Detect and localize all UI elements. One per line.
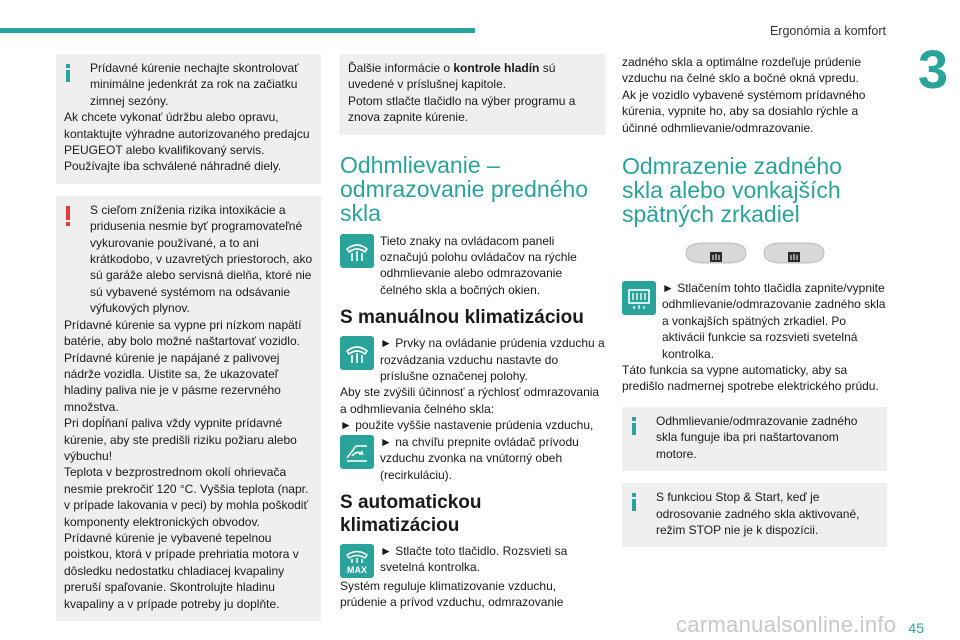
continued-text: zadného skla a optimálne rozdeľuje prúdenie vzduchu na čelné sklo a bočné okná vpredu.	[622, 55, 861, 86]
recirculation-icon	[340, 435, 374, 469]
warning-icon	[66, 206, 70, 226]
manual-step-row	[340, 335, 605, 384]
rear-defrost-text: Táto funkcia sa vypne automaticky, aby sa predišlo nadmernej spotrebe elektrického prúdu.	[622, 363, 879, 394]
note-text: Ďalšie informácie o kontrole hladín sú uvedené v príslušnej kapitole.	[348, 61, 556, 92]
manual-ac-heading: S manuálnou klimatizáciou	[340, 307, 584, 329]
max-icon-label: MAX	[347, 564, 367, 575]
info-icon	[632, 417, 636, 435]
manual-step-3: ► na chvíľu prepnite ovládač prívodu vzduchu zvonka na vnútorný obeh (recirkuláciu).	[380, 434, 579, 482]
page-number: 45	[908, 620, 924, 636]
warning-note-intoxication	[56, 196, 321, 621]
warning-text: S cieľom zníženia rizika intoxikácie a pridusenia nesmie byť programovateľné vykurovanie používané, a to ani krátkodobo, v uzavretých priestoroch, ako sú garáže alebo servisná dielňa, ktoré nie sú vybavené systémom na odsávanie výfukových plynov.	[90, 202, 313, 316]
defrost-text: Tieto znaky na ovládacom paneli označujú polohu ovládačov na rýchle odhmlievanie alebo odmrazovanie čelného skla a bočných okien.	[380, 233, 577, 297]
warning-text: Prídavné kúrenie je vybavené tepelnou poistkou, ktorá v prípade prehriatia motora v dôsledku nedostatku chladiacej kvapaliny preruší spaľovanie. Skontrolujte hladinu kvapaliny a v prípade potreby ju doplňte.	[64, 530, 299, 611]
note-text: S funkciou Stop & Start, keď je odrosovanie zadného skla aktivované, režim STOP nie je k dispozícii.	[656, 490, 860, 537]
header-accent-bar	[0, 28, 475, 33]
max-defrost-icon	[340, 544, 374, 578]
note-text: Prídavné kúrenie nechajte skontrolovať minimálne jedenkrát za rok na začiatku zimnej sezóny.	[90, 61, 299, 108]
column-2	[340, 54, 605, 611]
info-note-engine-running	[622, 407, 887, 471]
info-icon	[632, 493, 636, 511]
defrost-symbols-row	[340, 233, 605, 299]
warning-text: Prídavné kúrenie sa vypne pri nízkom napätí batérie, aby bolo možné naštartovať vozidlo.	[64, 317, 302, 349]
column-1	[56, 54, 321, 633]
warning-text: Teplota v bezprostrednom okolí ohrievača nesmie prekročiť 120 °C. Vyššia teplota (napr. v prípade lakovania v peci) by mohla poškodiť komponenty elektronických obvodov.	[64, 465, 309, 529]
rear-window-defrost-icon	[622, 281, 656, 315]
manual-step-row	[340, 434, 605, 483]
info-note-stop-start	[622, 483, 887, 547]
chapter-number: 3	[917, 40, 949, 100]
note-text: Odhmlievanie/odmrazovanie zadného skla funguje iba pri naštartovanom motore.	[656, 413, 858, 461]
mirror-left-icon	[684, 240, 748, 266]
section-title: Ergonómia a komfort	[769, 24, 886, 38]
manual-text: Aby ste zvýšili účinnosť a rýchlosť odmrazovania a odhmlievania čelného skla:	[340, 385, 600, 416]
note-bold-term: kontrole hladín	[453, 61, 540, 75]
defrost-heading: Odhmlievanie – odmrazovanie predného skla	[340, 151, 589, 226]
rear-defrost-step-row	[622, 280, 887, 362]
info-note-heater-maintenance	[56, 54, 321, 184]
auto-text: Systém reguluje klimatizovanie vzduchu, prúdenie a prívod vzduchu, odmrazovanie	[340, 578, 564, 610]
info-note-fluid-levels	[340, 54, 605, 135]
note-text: Potom stlačte tlačidlo na výber programu a znova zapnite kúrenie.	[348, 93, 576, 125]
mirror-illustration	[622, 240, 887, 266]
warning-text: Pri dopĺňaní paliva vždy vypnite prídavné kúrenie, aby ste predišli riziku požiaru alebo výbuchu!	[64, 416, 297, 463]
manual-step-1: ► Prvky na ovládanie prúdenia vzduchu a rozvádzania vzduchu nastavte do príslušne označenej polohy.	[380, 336, 605, 384]
watermark-text: carmanualsonline.info	[676, 612, 897, 637]
auto-step-row	[340, 543, 605, 578]
continued-text: Ak je vozidlo vybavené systémom prídavného kúrenia, vypnite ho, aby sa dosiahlo rýchle a účinné odhmlievanie/odmrazovanie.	[622, 87, 866, 135]
rear-defrost-heading: Odmrazenie zadného skla alebo vonkajších spätných zrkadiel	[622, 153, 842, 228]
auto-step-1: ► Stlačte toto tlačidlo. Rozsvieti sa svetelná kontrolka.	[380, 543, 568, 575]
front-defrost-icon	[340, 234, 374, 268]
note-text: Používajte iba schválené náhradné diely.	[64, 159, 282, 174]
info-icon	[66, 64, 70, 82]
column-3	[622, 54, 887, 559]
warning-text: Prídavné kúrenie je napájané z palivovej nádrže vozidla. Uistite sa, že ukazovateľ hladiny paliva nie je v pásme rezervného množstva.	[64, 350, 281, 414]
mirror-right-icon	[762, 240, 826, 266]
note-text: Ak chcete vykonať údržbu alebo opravu, kontaktujte výhradne autorizovaného predajcu PEUGEOT alebo kvalifikovaný servis.	[64, 110, 310, 158]
windscreen-airflow-icon	[340, 336, 374, 370]
auto-ac-heading: S automatickou klimatizáciou	[340, 491, 482, 536]
rear-defrost-step-1: ► Stlačením tohto tlačidla zapnite/vypnite odhmlievanie/odmrazovanie zadného skla a vonkajších spätných zrkadiel. Po aktivácii funkcie sa rozsvieti svetelná kontrolka.	[662, 281, 886, 361]
manual-step-2: ► použite vyššie nastavenie prúdenia vzduchu,	[340, 418, 594, 433]
